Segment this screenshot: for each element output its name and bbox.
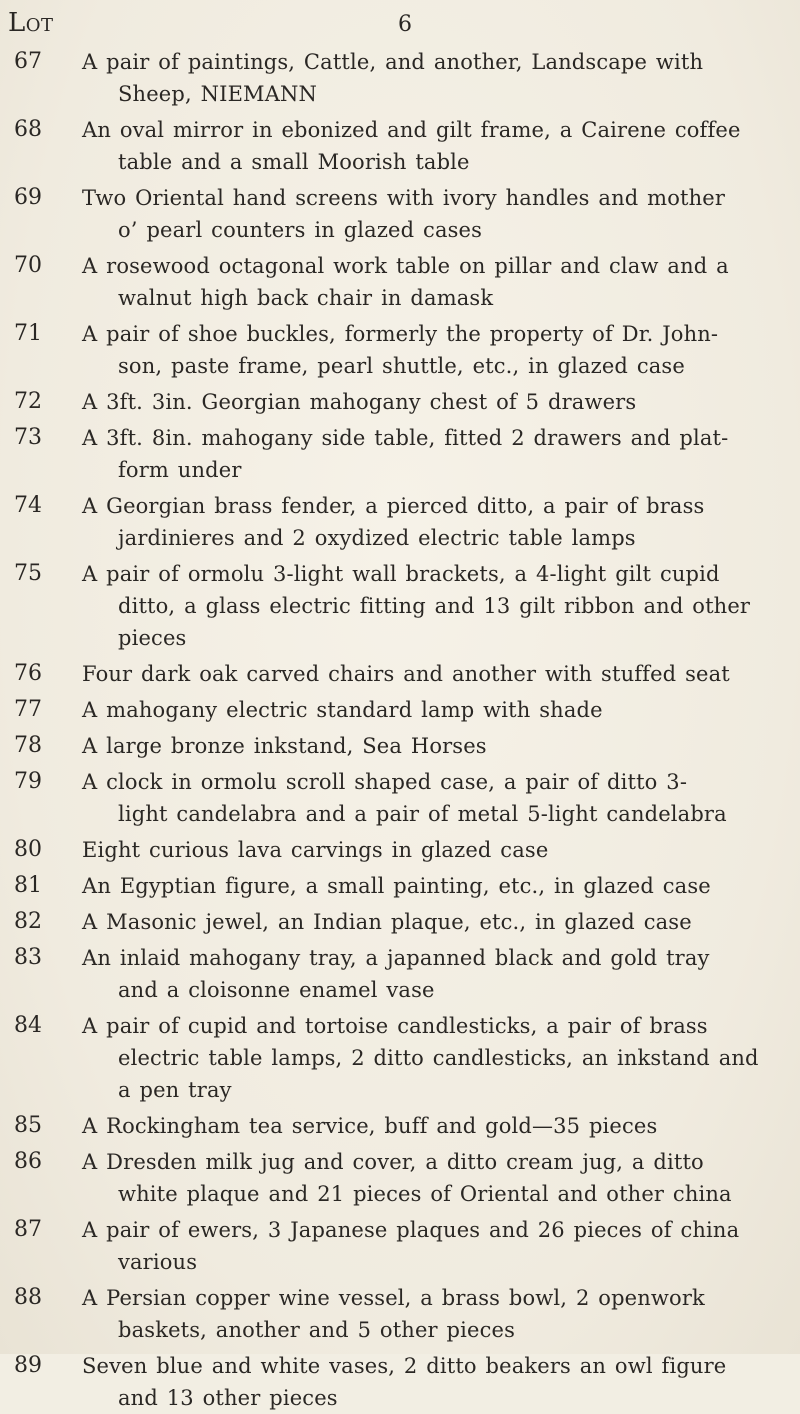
lot-description-line: A large bronze inkstand, Sea Horses — [82, 734, 487, 758]
lot-description-line: A rosewood octagonal work table on pillar and claw and a — [82, 254, 729, 278]
lot-number: 67 — [14, 49, 42, 74]
lot-description-line: Eight curious lava carvings in glazed case — [82, 838, 549, 862]
lot-description-line: A pair of ewers, 3 Japanese plaques and 26 pieces of china — [82, 1218, 740, 1242]
lot-description-line: A pair of shoe buckles, formerly the property of Dr. John- — [82, 322, 719, 346]
lot-description-line: light candelabra and a pair of metal 5-light candelabra — [118, 802, 727, 826]
lot-description — [82, 1214, 792, 1278]
lot-description — [82, 46, 792, 110]
lot-number: 88 — [14, 1285, 42, 1310]
lot-description — [82, 730, 792, 762]
lot-description — [82, 1350, 792, 1414]
lot-description — [82, 558, 792, 654]
lot-description-line: A Masonic jewel, an Indian plaque, etc., in glazed case — [82, 910, 692, 934]
lot-description — [82, 1110, 792, 1142]
lot-description-line: A mahogany electric standard lamp with shade — [82, 698, 603, 722]
lot-number: 87 — [14, 1217, 42, 1242]
lot-number: 69 — [14, 185, 42, 210]
lot-description — [82, 942, 792, 1006]
lot-description-line: Sheep, NIEMANN — [118, 82, 318, 106]
lot-description — [82, 906, 792, 938]
lot-description-line: electric table lamps, 2 ditto candlesticks, an inkstand and — [118, 1046, 759, 1070]
lot-description-line: Seven blue and white vases, 2 ditto beakers an owl figure — [82, 1354, 727, 1378]
lot-number: 83 — [14, 945, 42, 970]
lot-number: 80 — [14, 837, 42, 862]
lot-description — [82, 114, 792, 178]
lot-description-line: baskets, another and 5 other pieces — [118, 1318, 516, 1342]
lot-description-line: A 3ft. 8in. mahogany side table, fitted 2 drawers and plat- — [82, 426, 729, 450]
lot-number: 77 — [14, 697, 42, 722]
lot-description-line: Four dark oak carved chairs and another with stuffed seat — [82, 662, 730, 686]
lot-description-line: pieces — [118, 626, 187, 650]
lot-description — [82, 250, 792, 314]
lot-description-line: An inlaid mahogany tray, a japanned black and gold tray — [82, 946, 710, 970]
lot-description-line: form under — [118, 458, 242, 482]
lot-number: 76 — [14, 661, 42, 686]
lot-description-line: A Rockingham tea service, buff and gold—35 pieces — [82, 1114, 658, 1138]
lot-description — [82, 422, 792, 486]
lot-description-line: A pair of ormolu 3-light wall brackets, a 4-light gilt cupid — [82, 562, 720, 586]
lot-description — [82, 318, 792, 382]
lot-description-line: a pen tray — [118, 1078, 232, 1102]
lot-number: 75 — [14, 561, 42, 586]
lot-description — [82, 1010, 792, 1106]
lot-description-line: A Dresden milk jug and cover, a ditto cream jug, a ditto — [82, 1150, 704, 1174]
lot-number: 72 — [14, 389, 42, 414]
lot-description — [82, 766, 792, 830]
lot-description — [82, 1282, 792, 1346]
lot-description-line: A 3ft. 3in. Georgian mahogany chest of 5 drawers — [82, 390, 637, 414]
lot-description-line: ditto, a glass electric fitting and 13 gilt ribbon and other — [118, 594, 751, 618]
lot-description — [82, 182, 792, 246]
lot-number: 68 — [14, 117, 42, 142]
lot-description-line: table and a small Moorish table — [118, 150, 470, 174]
lot-number: 74 — [14, 493, 42, 518]
lot-description-line: An Egyptian figure, a small painting, etc., in glazed case — [82, 874, 711, 898]
lot-description — [82, 870, 792, 902]
lot-number: 70 — [14, 253, 42, 278]
lot-description-line: A clock in ormolu scroll shaped case, a pair of ditto 3- — [82, 770, 688, 794]
lot-description — [82, 658, 792, 690]
lot-number: 78 — [14, 733, 42, 758]
lot-description-line: o’ pearl counters in glazed cases — [118, 218, 483, 242]
lot-description-line: white plaque and 21 pieces of Oriental and other china — [118, 1182, 732, 1206]
lot-description-line: and a cloisonne enamel vase — [118, 978, 435, 1002]
lot-number: 89 — [14, 1353, 42, 1378]
lot-description-line: jardinieres and 2 oxydized electric table lamps — [118, 526, 636, 550]
lot-number: 86 — [14, 1149, 42, 1174]
lot-description-line: A pair of paintings, Cattle, and another, Landscape with — [82, 50, 704, 74]
lot-description-line: son, paste frame, pearl shuttle, etc., in glazed case — [118, 354, 685, 378]
lot-number: 81 — [14, 873, 42, 898]
lot-description-line: and 13 other pieces — [118, 1386, 338, 1410]
lot-description — [82, 1146, 792, 1210]
lot-description — [82, 490, 792, 554]
lot-column-heading: Lot — [8, 8, 54, 38]
lot-number: 71 — [14, 321, 42, 346]
lot-number: 79 — [14, 769, 42, 794]
lot-number: 85 — [14, 1113, 42, 1138]
lot-description-line: A pair of cupid and tortoise candlesticks, a pair of brass — [82, 1014, 708, 1038]
lot-number: 73 — [14, 425, 42, 450]
lot-description-line: Two Oriental hand screens with ivory handles and mother — [82, 186, 726, 210]
lot-description-line: various — [118, 1250, 198, 1274]
lot-description-line: A Persian copper wine vessel, a brass bowl, 2 openwork — [82, 1286, 705, 1310]
lot-description-line: walnut high back chair in damask — [118, 286, 494, 310]
lot-description — [82, 694, 792, 726]
lot-description-line: A Georgian brass fender, a pierced ditto, a pair of brass — [82, 494, 705, 518]
lot-number: 84 — [14, 1013, 42, 1038]
lot-description-line: An oval mirror in ebonized and gilt frame, a Cairene coffee — [82, 118, 741, 142]
lot-description — [82, 386, 792, 418]
lot-description — [82, 834, 792, 866]
page-number: 6 — [398, 12, 413, 37]
lot-number: 82 — [14, 909, 42, 934]
